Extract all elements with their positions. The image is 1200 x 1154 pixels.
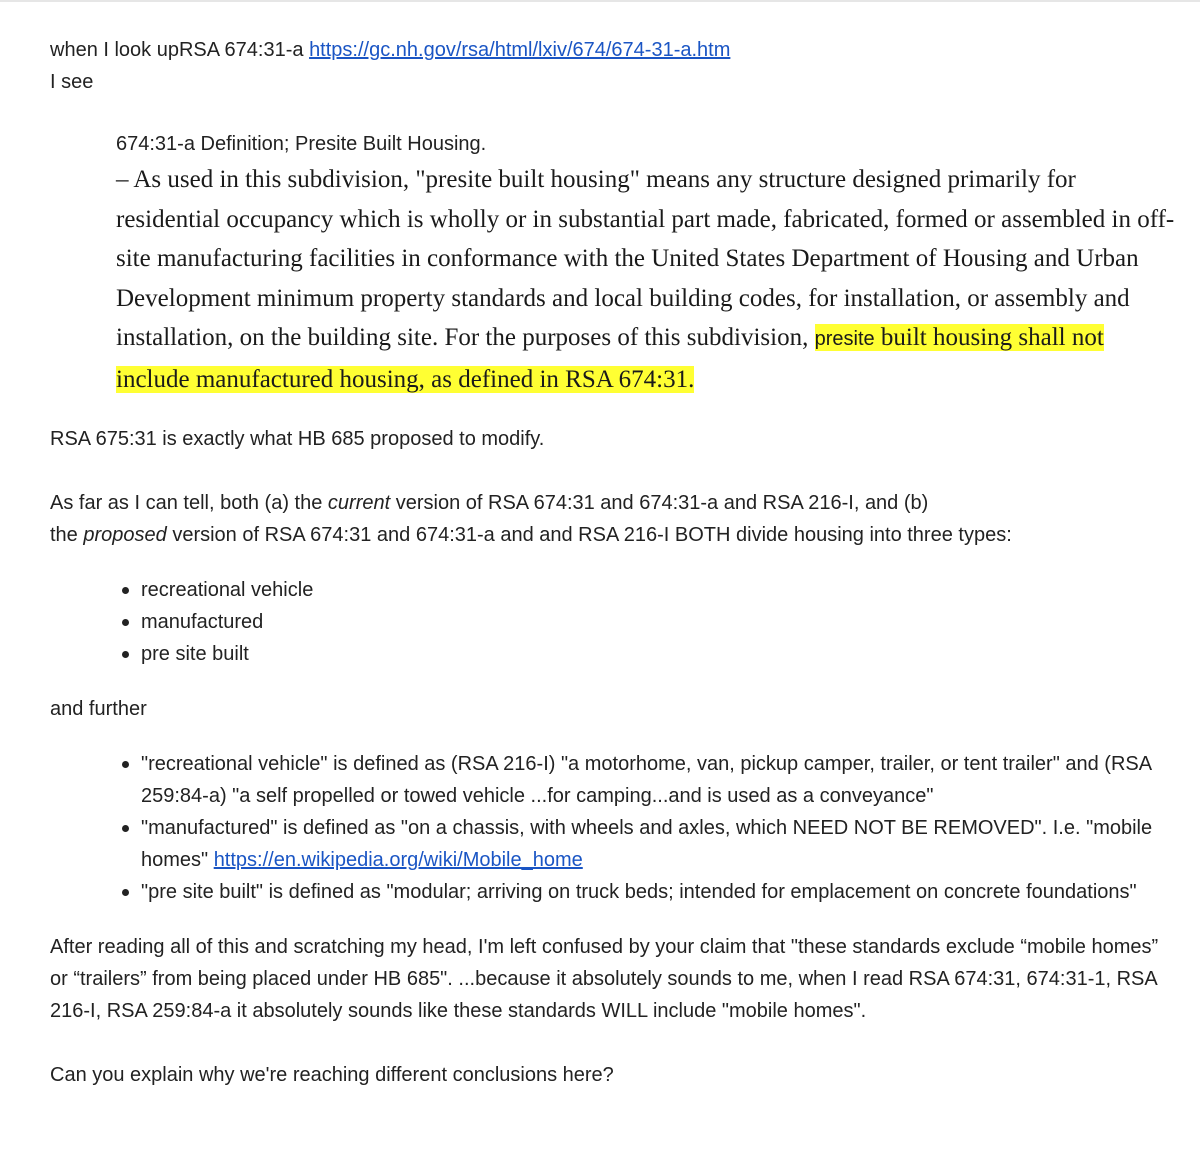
- statute-text: – As used in this subdivision, "presite built housing" means any structure designed primarily for residential occupancy which is wholly or in substantial part made, fabricated, formed or assembled in off-site manufacturing facilities in conformance with the United States Department of Housing and Urban Development minimum property standards and local building codes, for installation, or assembly and installation, on the building site. For the purposes of this subdivision,: [116, 166, 1175, 351]
- paragraph-hb685: RSA 675:31 is exactly what HB 685 proposed to modify.: [50, 428, 545, 450]
- list-item: "recreational vehicle" is defined as (RSA 216-I) "a motorhome, van, pickup camper, trailer, or tent trailer" and (RSA 259:84-a) "a self propelled or towed vehicle ...for camping...and is used as a conveyance": [141, 748, 1180, 812]
- rsa-674-31-a-link[interactable]: https://gc.nh.gov/rsa/html/lxiv/674/674-31-a.htm: [309, 39, 731, 61]
- emphasis-proposed: proposed: [83, 524, 167, 546]
- text-segment: version of RSA 674:31 and 674:31-a and and RSA 216-I BOTH divide housing into three types:: [166, 524, 1012, 546]
- emphasis-current: current: [327, 492, 391, 514]
- message-body: [50, 34, 1180, 1091]
- text-segment: As far as I can tell, both (a) the: [50, 492, 328, 514]
- list-item-text: "manufactured" is defined as "on a chassis, with wheels and axles, which NEED NOT BE REMOVED". I.e. "mobile homes": [141, 817, 1153, 871]
- definitions-list: [50, 748, 1180, 908]
- text-segment: version of RSA 674:31 and 674:31-a and RSA 216-I, and (b): [390, 492, 929, 514]
- paragraph-question: Can you explain why we're reaching different conclusions here?: [50, 1064, 614, 1086]
- intro-line-2: I see: [50, 71, 94, 93]
- intro-line-1: [50, 34, 1180, 66]
- highlight-word: presite: [814, 328, 875, 350]
- quoted-statute: [116, 128, 1180, 399]
- housing-types-list: [50, 574, 1180, 670]
- list-item: manufactured: [141, 606, 1180, 638]
- statute-heading: 674:31-a Definition; Presite Built Housing.: [116, 133, 487, 155]
- highlight-text: built housing shall not include manufactured housing, as defined in RSA 674:31.: [116, 324, 1104, 393]
- intro-text: when I look upRSA 674:31-a: [50, 39, 310, 61]
- statute-body: [116, 160, 1180, 399]
- list-item: pre site built: [141, 638, 1180, 670]
- list-item: [141, 812, 1180, 876]
- paragraph-confusion: After reading all of this and scratching my head, I'm left confused by your claim that "these standards exclude “mobile homes” or “trailers” from being placed under HB 685". ...because it absolutely sounds to me, when I read RSA 674:31, 674:31-1, RSA 216-I, RSA 259:84-a it absolutely sounds like these standards WILL include "mobile homes".: [50, 936, 1159, 1022]
- paragraph-versions: [50, 487, 1180, 551]
- paragraph-and-further: and further: [50, 698, 147, 720]
- list-item: recreational vehicle: [141, 574, 1180, 606]
- mobile-home-wikipedia-link[interactable]: https://en.wikipedia.org/wiki/Mobile_home: [213, 849, 583, 871]
- list-item: "pre site built" is defined as "modular; arriving on truck beds; intended for emplacement on concrete foundations": [141, 876, 1180, 908]
- top-divider: [0, 0, 1200, 2]
- text-segment: the: [50, 524, 84, 546]
